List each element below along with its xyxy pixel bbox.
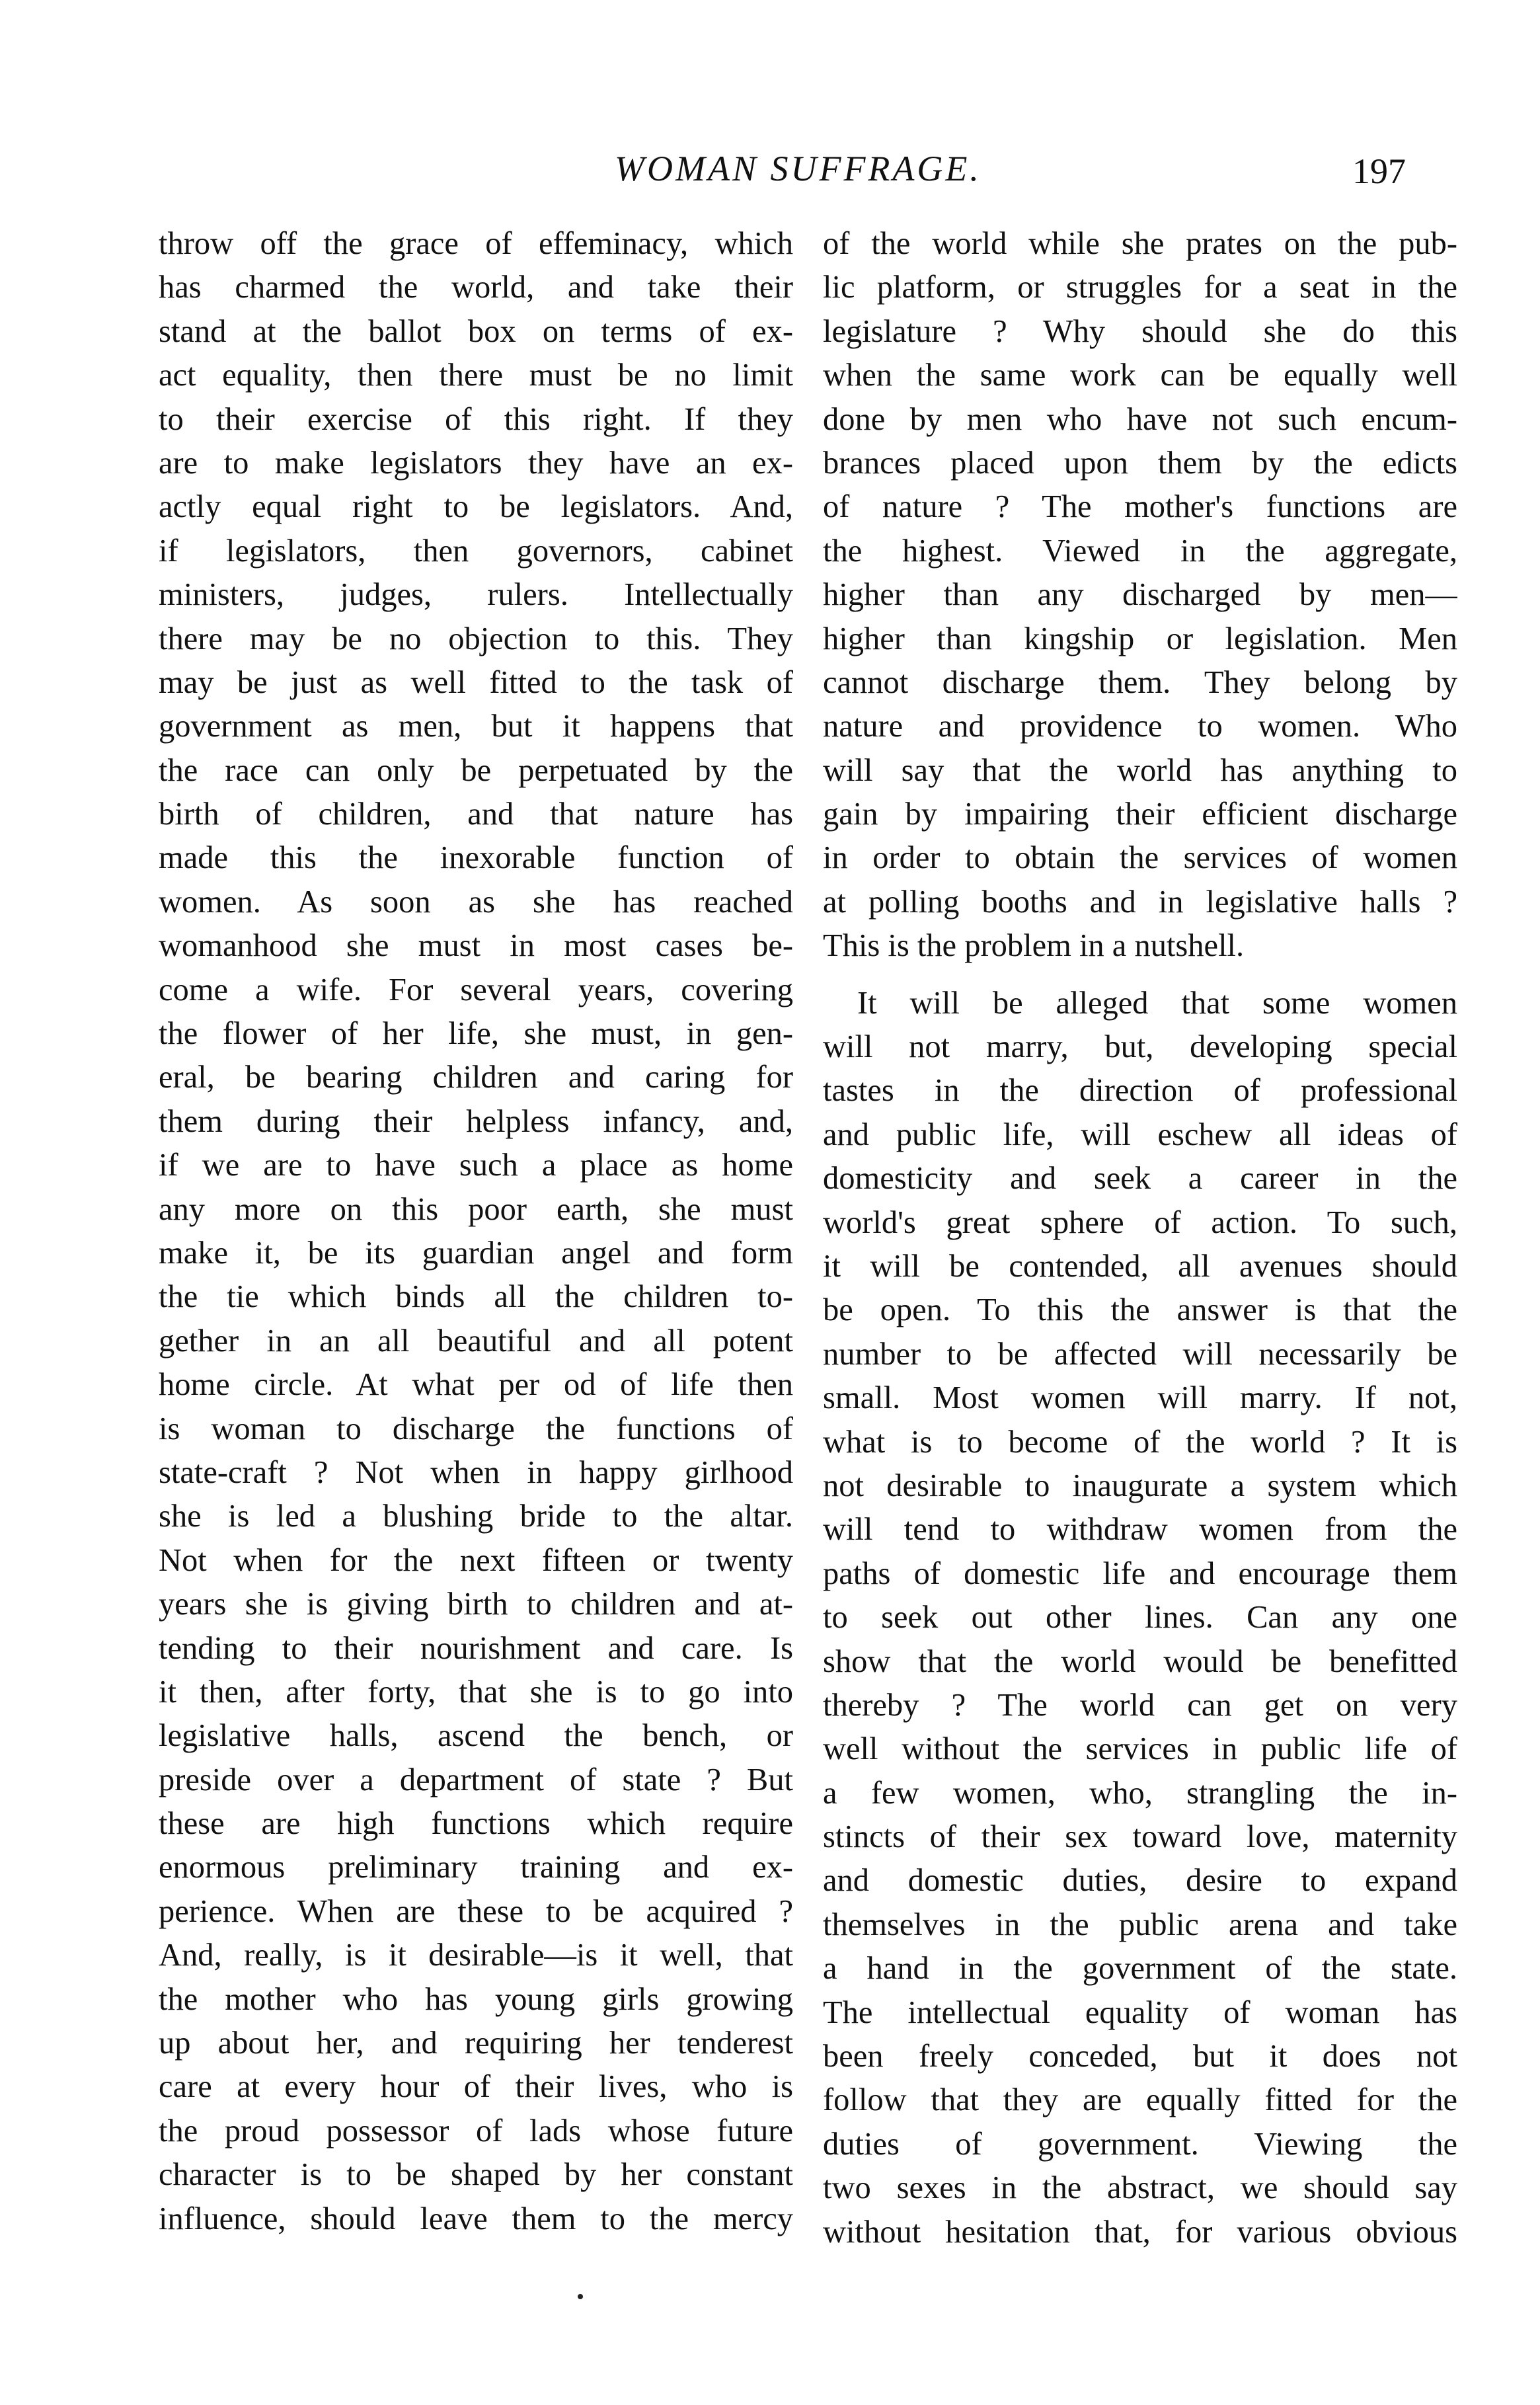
text-line: tending to their nourishment and care. Is — [159, 1630, 793, 1666]
text-line: without hesitation that, for various obvious — [823, 2214, 1457, 2250]
text-line: gether in an all beautiful and all potent — [159, 1323, 793, 1359]
text-line: preside over a department of state ? But — [159, 1762, 793, 1797]
text-line: been freely conceded, but it does not — [823, 2039, 1457, 2074]
text-line: the flower of her life, she must, in gen- — [159, 1016, 793, 1052]
text-line: gain by impairing their efficient discharge — [823, 797, 1457, 832]
text-line: is woman to discharge the functions of — [159, 1411, 793, 1446]
text-line: womanhood she must in most cases be- — [159, 928, 793, 964]
text-line: home circle. At what per od of life then — [159, 1367, 793, 1403]
text-line: state-craft ? Not when in happy girlhood — [159, 1454, 793, 1490]
ink-speck — [578, 2294, 583, 2299]
text-line: when the same work can be equally well — [823, 358, 1457, 393]
text-line: at polling booths and in legislative halls ? — [823, 884, 1457, 920]
text-line: well without the services in public life of — [823, 1731, 1457, 1767]
text-line: a hand in the government of the state. — [823, 1951, 1457, 1987]
text-line: care at every hour of their lives, who is — [159, 2069, 793, 2105]
text-line: made this the inexorable function of — [159, 840, 793, 876]
text-line: them during their helpless infancy, and, — [159, 1103, 793, 1139]
text-line: of the world while she prates on the pub- — [823, 226, 1457, 261]
page-number: 197 — [1352, 151, 1406, 191]
text-line: enormous preliminary training and ex- — [159, 1850, 793, 1885]
text-line: Not when for the next fifteen or twenty — [159, 1542, 793, 1578]
text-line: two sexes in the abstract, we should say — [823, 2170, 1457, 2206]
page-header — [0, 142, 1540, 195]
text-line: in order to obtain the services of women — [823, 840, 1457, 876]
text-line: lic platform, or struggles for a seat in the — [823, 270, 1457, 305]
text-line: a few women, who, strangling the in- — [823, 1775, 1457, 1811]
text-line: and public life, will eschew all ideas of — [823, 1117, 1457, 1152]
text-line: up about her, and requiring her tenderest — [159, 2026, 793, 2061]
text-line: done by men who have not such encum- — [823, 401, 1457, 437]
text-line: legislature ? Why should she do this — [823, 313, 1457, 349]
text-line: thereby ? The world can get on very — [823, 1687, 1457, 1723]
text-line: tastes in the direction of professional — [823, 1073, 1457, 1109]
text-line: the tie which binds all the children to- — [159, 1279, 793, 1315]
text-line: brances placed upon them by the edicts — [823, 445, 1457, 481]
text-line: it then, after forty, that she is to go into — [159, 1674, 793, 1710]
text-line: nature and providence to women. Who — [823, 709, 1457, 744]
text-line: make it, be its guardian angel and form — [159, 1235, 793, 1271]
text-line: any more on this poor earth, she must — [159, 1191, 793, 1227]
text-line: duties of government. Viewing the — [823, 2126, 1457, 2162]
text-line: And, really, is it desirable—is it well, that — [159, 1938, 793, 1973]
text-line: domesticity and seek a career in the — [823, 1161, 1457, 1197]
text-line: stincts of their sex toward love, maternity — [823, 1819, 1457, 1855]
text-line: to seek out other lines. Can any one — [823, 1600, 1457, 1636]
text-line: women. As soon as she has reached — [159, 884, 793, 920]
text-line: come a wife. For several years, covering — [159, 972, 793, 1007]
text-line: will tend to withdraw women from the — [823, 1512, 1457, 1548]
right-text-column — [823, 222, 1457, 2254]
text-line: will say that the world has anything to — [823, 752, 1457, 788]
text-line: be open. To this the answer is that the — [823, 1292, 1457, 1328]
text-line: eral, be bearing children and caring for — [159, 1060, 793, 1095]
text-line: influence, should leave them to the mercy — [159, 2201, 793, 2236]
text-line: stand at the ballot box on terms of ex- — [159, 313, 793, 349]
text-line: these are high functions which require — [159, 1806, 793, 1842]
text-line: the mother who has young girls growing — [159, 1981, 793, 2017]
text-line: show that the world would be benefitted — [823, 1643, 1457, 1679]
text-line: not desirable to inaugurate a system which — [823, 1468, 1457, 1503]
text-line: may be just as well fitted to the task of — [159, 664, 793, 700]
text-line: are to make legislators they have an ex- — [159, 445, 793, 481]
text-line: follow that they are equally fitted for the — [823, 2082, 1457, 2118]
text-line: of nature ? The mother's functions are — [823, 489, 1457, 525]
text-line: if we are to have such a place as home — [159, 1148, 793, 1183]
text-line: character is to be shaped by her constant — [159, 2157, 793, 2193]
text-line: to their exercise of this right. If they — [159, 401, 793, 437]
text-line: number to be affected will necessarily be — [823, 1336, 1457, 1372]
text-line: the highest. Viewed in the aggregate, — [823, 533, 1457, 569]
text-line: birth of children, and that nature has — [159, 797, 793, 832]
text-line: she is led a blushing bride to the altar. — [159, 1499, 793, 1534]
text-line: the race can only be perpetuated by the — [159, 752, 793, 788]
left-text-column — [159, 222, 793, 2241]
text-line: there may be no objection to this. They — [159, 621, 793, 656]
text-line: higher than kingship or legislation. Men — [823, 621, 1457, 656]
text-line: small. Most women will marry. If not, — [823, 1380, 1457, 1416]
text-line: It will be alleged that some women — [857, 985, 1457, 1021]
running-title: WOMAN SUFFRAGE. — [615, 149, 982, 188]
text-line: actly equal right to be legislators. And, — [159, 489, 793, 525]
text-line: throw off the grace of effeminacy, which — [159, 226, 793, 261]
text-line: The intellectual equality of woman has — [823, 1994, 1457, 2030]
text-line: perience. When are these to be acquired ? — [159, 1893, 793, 1929]
text-line: higher than any discharged by men— — [823, 577, 1457, 613]
text-line: years she is giving birth to children and at- — [159, 1587, 793, 1622]
text-line: government as men, but it happens that — [159, 709, 793, 744]
text-line: act equality, then there must be no limit — [159, 358, 793, 393]
text-line: paths of domestic life and encourage them — [823, 1556, 1457, 1591]
text-line: cannot discharge them. They belong by — [823, 664, 1457, 700]
text-line: if legislators, then governors, cabinet — [159, 533, 793, 569]
text-line: themselves in the public arena and take — [823, 1907, 1457, 1942]
paragraph-gap — [823, 968, 1457, 982]
text-line: This is the problem in a nutshell. — [823, 928, 1245, 964]
text-line: will not marry, but, developing special — [823, 1029, 1457, 1065]
text-line: world's great sphere of action. To such, — [823, 1204, 1457, 1240]
text-line: what is to become of the world ? It is — [823, 1424, 1457, 1460]
text-line: it will be contended, all avenues should — [823, 1248, 1457, 1284]
text-line: has charmed the world, and take their — [159, 270, 793, 305]
text-line: legislative halls, ascend the bench, or — [159, 1718, 793, 1754]
text-line: the proud possessor of lads whose future — [159, 2113, 793, 2149]
text-line: and domestic duties, desire to expand — [823, 1863, 1457, 1899]
text-line: ministers, judges, rulers. Intellectually — [159, 577, 793, 613]
